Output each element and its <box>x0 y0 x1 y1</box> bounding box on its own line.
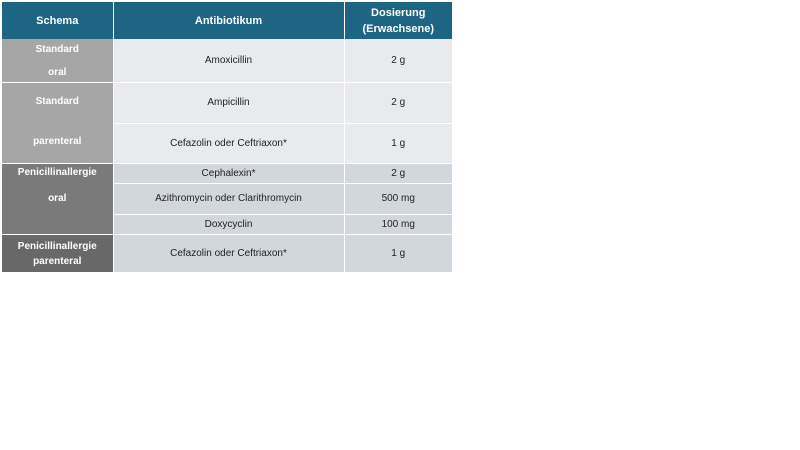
antibiotic-cell: Azithromycin oder Clarithromycin <box>113 183 344 214</box>
schema-label: Penicillinallergie <box>17 166 97 178</box>
header-antibiotic: Antibiotikum <box>113 2 344 39</box>
table-row <box>2 82 452 123</box>
antibiotic-cell: Ampicillin <box>113 82 344 123</box>
schema-route: parenteral <box>33 135 82 147</box>
schema-cell-standard-oral <box>2 39 113 82</box>
schema-cell-allergy-oral <box>2 163 113 234</box>
dose-cell: 1 g <box>344 234 452 272</box>
table-row <box>2 39 452 82</box>
antibiotic-cell: Amoxicillin <box>113 39 344 82</box>
antibiotic-cell: Doxycyclin <box>113 214 344 234</box>
schema-label: Standard <box>35 44 79 55</box>
schema-label: Penicillinallergie <box>17 240 97 252</box>
antibiotic-prophylaxis-table <box>2 2 452 272</box>
dose-cell: 100 mg <box>344 214 452 234</box>
schema-cell-allergy-parenteral <box>2 234 113 272</box>
dose-cell: 500 mg <box>344 183 452 214</box>
header-schema: Schema <box>2 2 113 39</box>
antibiotic-cell: Cefazolin oder Ceftriaxon* <box>113 123 344 163</box>
header-dose-line2: (Erwachsene) <box>362 22 435 35</box>
header-dose <box>344 2 452 39</box>
table-row <box>2 163 452 183</box>
schema-cell-standard-parenteral <box>2 82 113 163</box>
schema-route: parenteral <box>33 256 82 267</box>
schema-label: Standard <box>35 95 79 107</box>
dose-cell: 2 g <box>344 82 452 123</box>
table-row <box>2 234 452 272</box>
dose-cell: 2 g <box>344 163 452 183</box>
header-row <box>2 2 452 39</box>
dose-cell: 1 g <box>344 123 452 163</box>
antibiotic-cell: Cefazolin oder Ceftriaxon* <box>113 234 344 272</box>
dose-cell: 2 g <box>344 39 452 82</box>
schema-route: oral <box>48 66 67 78</box>
header-dose-line1: Dosierung <box>371 6 426 19</box>
antibiotic-cell: Cephalexin* <box>113 163 344 183</box>
schema-route: oral <box>48 192 67 204</box>
